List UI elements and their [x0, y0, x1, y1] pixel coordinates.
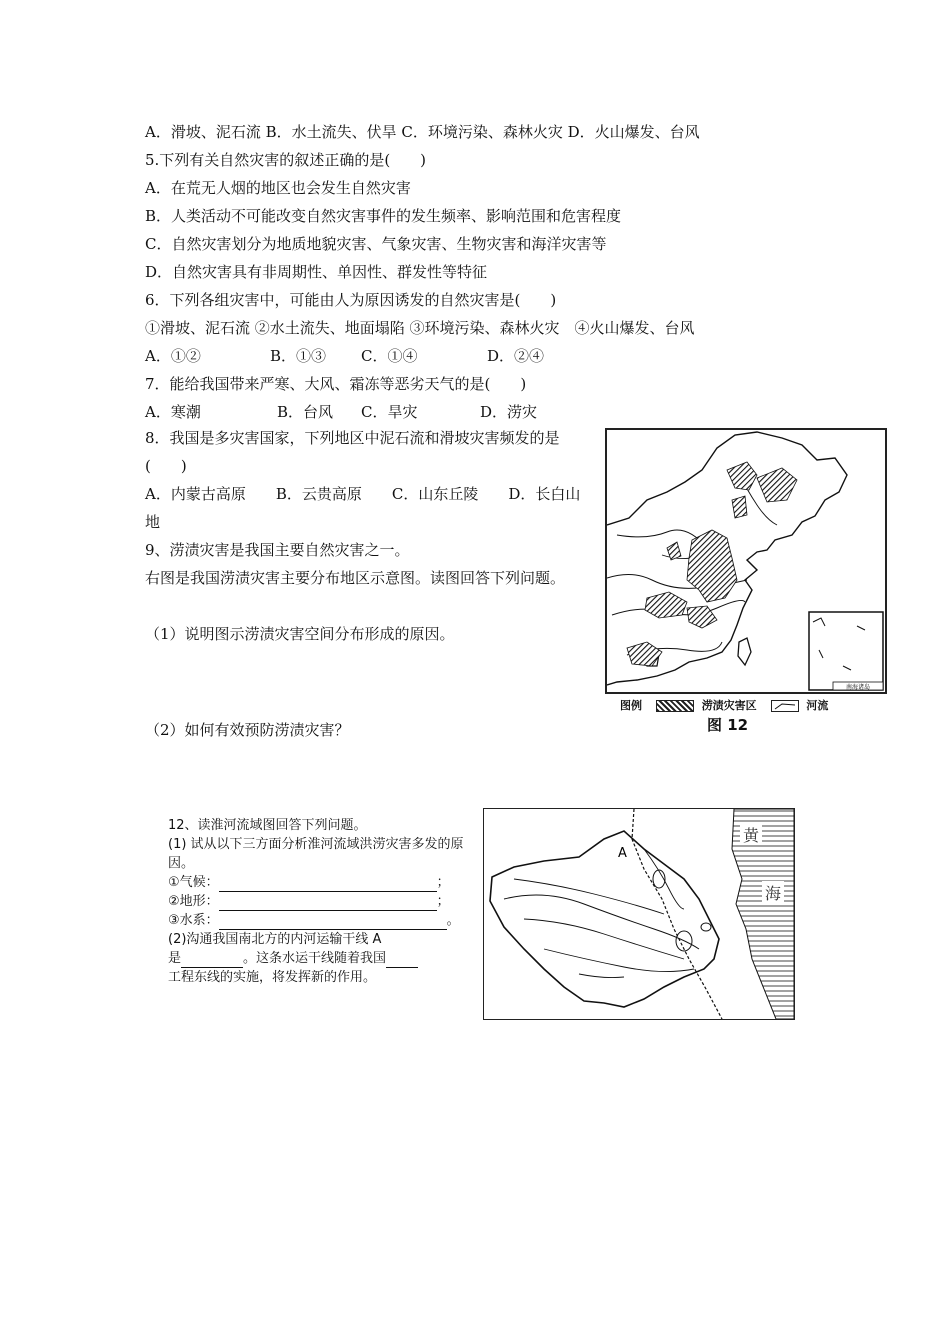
q6-option-c: C．①④: [361, 347, 418, 365]
terrain-answer-blank[interactable]: [219, 896, 437, 911]
q12-climate-end: ；: [436, 875, 450, 890]
legend-flood-label: 涝渍灾害区: [701, 699, 757, 712]
water-answer-blank[interactable]: [219, 915, 447, 930]
hatch-swatch-icon: [656, 700, 694, 712]
river-swatch-icon: [771, 700, 799, 712]
q4-options: A．滑坡、泥石流 B．水土流失、伏旱 C．环境污染、森林火灾 D．火山爆发、台风: [145, 123, 700, 141]
q7-option-d: D．涝灾: [480, 403, 538, 421]
q12-terrain-label: ②地形：: [168, 894, 219, 909]
sea-label-1: 黄: [742, 826, 760, 845]
q8-options: A．内蒙古高原 B．云贵高原 C．山东丘陵 D．长白山地: [145, 485, 581, 531]
q12-terrain-end: ；: [436, 894, 450, 909]
legend-river-label: 河流: [806, 699, 829, 712]
q12-water-label: ③水系：: [168, 913, 219, 928]
q5-option-c: C．自然灾害划分为地质地貌灾害、气象灾害、生物灾害和海洋灾害等: [145, 235, 607, 253]
sea-label-2: 海: [764, 884, 782, 903]
q6-option-b: B．①③: [270, 347, 327, 365]
q6-items: ①滑坡、泥石流 ②水土流失、地面塌陷 ③环境污染、森林火灾 ④火山爆发、台风: [145, 319, 695, 337]
q12-part2-line1: (2)沟通我国南北方的内河运输干线 A: [168, 932, 382, 947]
q12-part2-pre: 是: [168, 951, 182, 966]
q12-climate-row: [168, 873, 473, 892]
canal-label-a: A: [618, 846, 627, 861]
q9-stem: 9、涝渍灾害是我国主要自然灾害之一。: [145, 541, 410, 559]
flood-map-graphic: [607, 430, 885, 692]
q5-stem: 5.下列有关自然灾害的叙述正确的是( ): [145, 151, 427, 169]
figure-caption: 图 12: [707, 716, 749, 734]
q12-water-end: 。: [446, 913, 460, 928]
q7-option-b: B．台风: [277, 403, 334, 421]
q12-part2-line2: [168, 949, 473, 968]
flood-map: [605, 428, 887, 694]
q7-stem: 7．能给我国带来严寒、大风、霜冻等恶劣天气的是( ): [145, 375, 527, 393]
climate-answer-blank[interactable]: [219, 877, 437, 892]
q5-option-b: B．人类活动不可能改变自然灾害事件的发生频率、影响范围和危害程度: [145, 207, 622, 225]
q9-part2: （2）如何有效预防涝渍灾害？: [145, 721, 350, 739]
huai-river-map-graphic: [484, 809, 794, 1019]
flood-map-legend: [620, 697, 828, 713]
q9-part1: （1）说明图示涝渍灾害空间分布形成的原因。: [145, 625, 455, 643]
q12-stem: 12、读淮河流域图回答下列问题。: [168, 818, 367, 833]
q12-part2-post: 。这条水运干线随着我国: [243, 951, 387, 966]
legend-title: 图例: [620, 699, 642, 712]
q5-option-a: A．在荒无人烟的地区也会发生自然灾害: [145, 179, 411, 197]
q7-option-c: C．旱灾: [361, 403, 418, 421]
q5-option-d: D．自然灾害具有非周期性、单因性、群发性等特征: [145, 263, 488, 281]
q12-water-row: [168, 911, 473, 930]
q7-option-a: A．寒潮: [145, 403, 201, 421]
q12-climate-label: ①气候：: [168, 875, 219, 890]
project-answer-blank[interactable]: [386, 953, 418, 968]
canal-answer-blank[interactable]: [181, 953, 243, 968]
q12-part1: (1) 试从以下三方面分析淮河流域洪涝灾害多发的原因。: [168, 837, 464, 871]
q9-desc: 右图是我国涝渍灾害主要分布地区示意图。读图回答下列问题。: [145, 569, 566, 587]
q8-stem: 8．我国是多灾害国家，下列地区中泥石流和滑坡灾害频发的是( ): [145, 429, 560, 475]
q6-option-d: D．②④: [487, 347, 545, 365]
q6-stem: 6．下列各组灾害中，可能由人为原因诱发的自然灾害是( ): [145, 291, 557, 309]
q12-part2-line3: 工程东线的实施，将发挥新的作用。: [168, 970, 377, 985]
q12-block: [168, 816, 473, 987]
inset-label: 南海诸岛: [845, 684, 871, 691]
q12-terrain-row: [168, 892, 473, 911]
huai-river-map: [483, 808, 795, 1020]
q6-option-a: A．①②: [145, 347, 201, 365]
